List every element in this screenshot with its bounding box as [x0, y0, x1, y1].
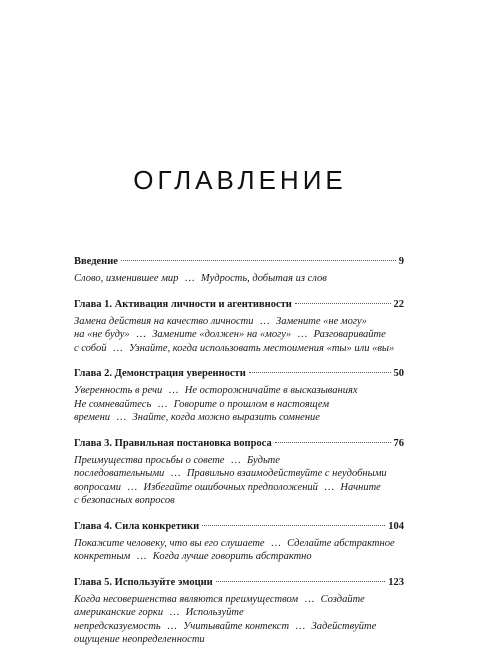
toc-entry	[74, 576, 404, 647]
section-title: американские горки	[74, 607, 164, 618]
section-separator: …	[112, 342, 123, 354]
toc-heading-row	[74, 367, 404, 381]
section-line	[74, 620, 404, 634]
chapter-title: Глава 4. Сила конкретики	[74, 520, 200, 532]
page-title: ОГЛАВЛЕНИЕ	[133, 165, 347, 196]
section-line	[74, 315, 404, 329]
section-line	[74, 481, 404, 495]
toc-entry	[74, 520, 404, 564]
section-separator: …	[170, 468, 181, 479]
section-line	[74, 633, 404, 647]
page-number: 104	[388, 520, 404, 532]
section-separator: …	[297, 329, 308, 340]
section-separator: …	[230, 454, 241, 466]
section-line	[74, 411, 404, 425]
section-title: с безопасных вопросов	[74, 495, 175, 506]
section-line	[74, 272, 404, 286]
section-separator: …	[116, 412, 127, 423]
toc-heading-row	[74, 520, 404, 534]
section-line	[74, 398, 404, 412]
section-separator: …	[166, 620, 178, 632]
chapter-title: Глава 2. Демонстрация уверенности	[74, 368, 246, 379]
section-title: непредсказуемость	[74, 620, 161, 632]
section-line	[74, 328, 404, 342]
section-line	[74, 550, 404, 564]
section-title: Когда лучше говорить абстрактно	[152, 551, 312, 562]
section-title: Сделайте абстрактное	[287, 537, 395, 549]
section-title: с собой	[74, 342, 107, 354]
page-number: 50	[393, 368, 404, 379]
section-title: времени	[74, 412, 111, 423]
section-separator: …	[136, 551, 147, 562]
section-title: Создайте	[320, 593, 365, 605]
table-of-contents	[74, 255, 404, 659]
page-number: 123	[388, 576, 404, 588]
chapter-title: Глава 1. Активация личности и агентивности	[74, 298, 292, 310]
section-title: Говорите о прошлом в настоящем	[173, 398, 330, 410]
section-title: Мудрость, добытая из слов	[200, 273, 327, 284]
toc-entry	[74, 298, 404, 356]
toc-heading-row	[74, 437, 404, 451]
section-list	[74, 537, 404, 564]
section-title: Избегайте ошибочных предположений	[143, 481, 318, 493]
section-title: Узнайте, когда использовать местоимения «ты» или «вы»	[128, 342, 395, 354]
section-title: Знайте, когда можно выразить сомнение	[132, 412, 320, 423]
section-list	[74, 315, 404, 356]
section-title: последовательными	[74, 468, 165, 479]
section-line	[74, 467, 404, 481]
section-title: Учитывайте контекст	[183, 620, 290, 632]
section-title: Используйте	[185, 607, 244, 618]
section-list	[74, 593, 404, 647]
section-separator: …	[295, 620, 306, 632]
section-title: на «не буду»	[74, 329, 130, 340]
section-list	[74, 272, 404, 286]
section-separator: …	[157, 398, 168, 410]
section-title: Замените «не могу»	[276, 315, 367, 327]
toc-entry	[74, 437, 404, 508]
section-line	[74, 454, 404, 468]
toc-entry	[74, 367, 404, 425]
dot-leader	[249, 372, 391, 373]
dot-leader	[275, 442, 391, 443]
section-title: Преимущества просьбы о совете	[74, 454, 225, 466]
section-title: ощущение неопределенности	[74, 634, 205, 645]
toc-heading-row	[74, 298, 404, 312]
dot-leader	[202, 525, 385, 526]
section-line	[74, 606, 404, 620]
chapter-title: Глава 5. Используйте эмоции	[74, 576, 213, 588]
section-line	[74, 537, 404, 551]
section-title: Замена действия на качество личности	[74, 315, 254, 327]
section-title: Когда несовершенства являются преимуществом	[74, 593, 299, 605]
section-line	[74, 593, 404, 607]
page-number: 76	[393, 437, 404, 449]
dot-leader	[121, 260, 396, 261]
section-list	[74, 384, 404, 425]
toc-entry	[74, 255, 404, 286]
section-title: Замените «должен» на «могу»	[152, 329, 292, 340]
section-separator: …	[135, 329, 147, 340]
section-title: Уверенность в речи	[74, 385, 163, 396]
section-line	[74, 494, 404, 508]
section-line	[74, 342, 404, 356]
section-title: Задействуйте	[311, 620, 377, 632]
chapter-title: Введение	[74, 256, 118, 267]
toc-heading-row	[74, 255, 404, 269]
section-separator: …	[168, 385, 179, 396]
section-title: Начните	[340, 481, 381, 493]
section-separator: …	[304, 593, 315, 605]
section-separator: …	[127, 481, 138, 493]
section-separator: …	[169, 607, 180, 618]
section-separator: …	[270, 537, 282, 549]
section-title: Покажите человеку, что вы его слушаете	[74, 537, 265, 549]
section-separator: …	[259, 315, 271, 327]
page-number: 22	[393, 298, 404, 310]
section-line	[74, 384, 404, 398]
section-title: вопросами	[74, 481, 122, 493]
dot-leader	[216, 581, 386, 582]
section-title: Не осторожничайте в высказываниях	[184, 385, 358, 396]
page-number: 9	[398, 256, 404, 267]
section-title: Слово, изменившее мир	[74, 273, 179, 284]
section-list	[74, 454, 404, 508]
toc-heading-row	[74, 576, 404, 590]
section-title: Разговаривайте	[313, 329, 386, 340]
section-title: Не сомневайтесь	[74, 398, 152, 410]
section-separator: …	[323, 481, 335, 493]
section-separator: …	[184, 273, 195, 284]
section-title: Будьте	[246, 454, 280, 466]
section-title: конкретным	[74, 551, 131, 562]
chapter-title: Глава 3. Правильная постановка вопроса	[74, 437, 272, 449]
section-title: Правильно взаимодействуйте с неудобными	[186, 468, 387, 479]
dot-leader	[295, 303, 391, 304]
